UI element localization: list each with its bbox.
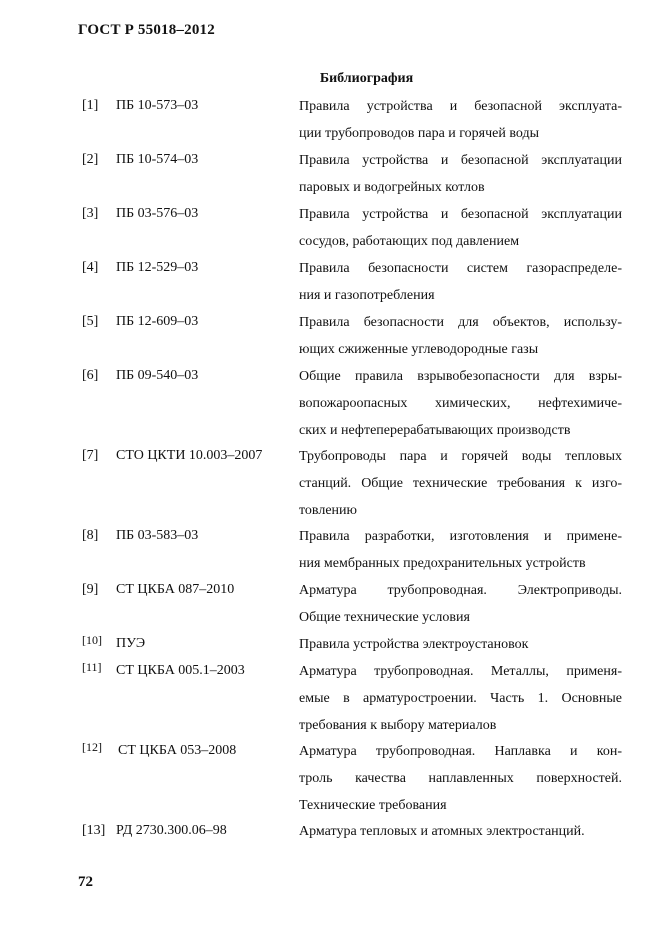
entry-description-line: станций. Общие технические требования к изго- [299, 476, 622, 491]
entry-description-line: троль качества наплавленных поверхностей. [299, 771, 622, 786]
entry-number: [6] [82, 368, 99, 383]
entry-description [299, 663, 622, 744]
entry-code: ПБ 12-529–03 [116, 260, 199, 275]
entry-description [299, 823, 622, 850]
entry-number: [5] [82, 314, 99, 329]
entry-code: СТО ЦКТИ 10.003–2007 [116, 448, 263, 463]
entry-description-line: товлению [299, 503, 358, 518]
page-number: 72 [78, 874, 93, 890]
entry-number: [9] [82, 582, 99, 597]
entry-number: [2] [82, 152, 99, 167]
entry-description-line: ния и газопотребления [299, 288, 435, 303]
entry-code: СТ ЦКБА 087–2010 [116, 582, 235, 597]
entry-description-line: требования к выбору материалов [299, 718, 497, 733]
entry-description [299, 314, 622, 368]
entry-number: [1] [82, 98, 99, 113]
entry-description-line: ции трубопроводов пара и горячей воды [299, 126, 539, 141]
entry-description-line: Арматура трубопроводная. Металлы, применя- [299, 664, 622, 679]
entry-description-line: емые в арматуростроении. Часть 1. Основные [299, 691, 622, 706]
entry-description [299, 528, 622, 582]
entry-description [299, 582, 622, 636]
entry-description [299, 636, 622, 663]
entry-code: СТ ЦКБА 053–2008 [118, 743, 237, 758]
entry-number: [3] [82, 206, 99, 221]
entry-code: ПБ 09-540–03 [116, 368, 199, 383]
entry-description-line: Общие технические условия [299, 610, 470, 625]
entry-description [299, 98, 622, 152]
entry-description-line: ющих сжиженные углеводородные газы [299, 342, 539, 357]
entry-number: [13] [82, 823, 106, 838]
entry-code: ПБ 10-574–03 [116, 152, 199, 167]
entry-description-line: Арматура трубопроводная. Наплавка и кон- [299, 744, 622, 759]
entry-description-line: Арматура тепловых и атомных электростанций. [299, 824, 585, 839]
entry-code: ПУЭ [116, 636, 146, 651]
entry-description [299, 368, 622, 449]
entry-code: ПБ 03-576–03 [116, 206, 199, 221]
entry-description-line: Правила устройства и безопасной эксплуата- [299, 99, 622, 114]
entry-description-line: паровых и водогрейных котлов [299, 180, 485, 195]
entry-number: [11] [82, 660, 102, 674]
entry-number: [7] [82, 448, 99, 463]
entry-code: ПБ 12-609–03 [116, 314, 199, 329]
entry-description-line: Правила безопасности для объектов, использу- [299, 315, 622, 330]
entry-description [299, 448, 622, 529]
entry-code: РД 2730.300.06–98 [116, 823, 227, 838]
entry-number: [4] [82, 260, 99, 275]
entry-code: ПБ 03-583–03 [116, 528, 199, 543]
entry-description-line: вопожароопасных химических, нефтехимиче- [299, 396, 622, 411]
entry-description-line: Трубопроводы пара и горячей воды тепловых [299, 449, 622, 464]
entry-number: [10] [82, 633, 102, 647]
entry-code: ПБ 10-573–03 [116, 98, 199, 113]
entry-description-line: Правила безопасности систем газораспределе- [299, 261, 622, 276]
entry-description-line: Общие правила взрывобезопасности для взры- [299, 369, 622, 384]
entry-description [299, 152, 622, 206]
entry-description [299, 743, 622, 824]
entry-description-line: Правила устройства и безопасной эксплуатации [299, 153, 622, 168]
entry-number: [8] [82, 528, 99, 543]
document-header: ГОСТ Р 55018–2012 [78, 22, 215, 38]
entry-description [299, 260, 622, 314]
entry-description-line: Правила разработки, изготовления и примене- [299, 529, 622, 544]
entry-code: СТ ЦКБА 005.1–2003 [116, 663, 245, 678]
entry-description-line: сосудов, работающих под давлением [299, 234, 520, 249]
entry-description-line: ния мембранных предохранительных устройств [299, 556, 586, 571]
entry-description [299, 206, 622, 260]
entry-description-line: Правила устройства и безопасной эксплуатации [299, 207, 622, 222]
bibliography-title: Библиография [319, 71, 414, 86]
entry-number: [12] [82, 740, 102, 754]
entry-description-line: Технические требования [299, 798, 447, 813]
entry-description-line: Правила устройства электроустановок [299, 637, 529, 652]
entry-description-line: ских и нефтеперерабатывающих производств [299, 423, 571, 438]
entry-description-line: Арматура трубопроводная. Электроприводы. [299, 583, 622, 598]
